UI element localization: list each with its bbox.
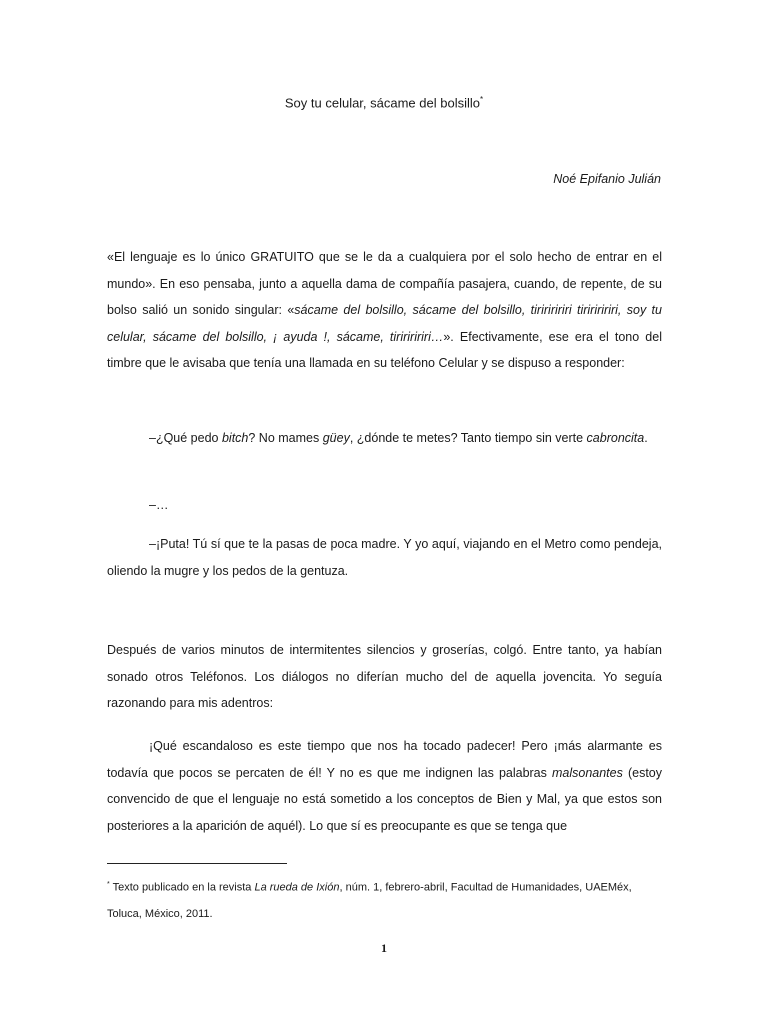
page-title xyxy=(0,95,768,110)
p5-text: Después de varios minutos de intermitentes silencios y groserías, colgó. Entre tanto, ya habían sonado otros Teléfonos. Los diálogos no diferían mucho del de aquella jovencita. Yo seguía razonando para mis adentros: xyxy=(107,643,662,711)
p2-text-e: , ¿dónde te metes? Tanto tiempo sin verte xyxy=(349,431,587,445)
p3-text: –… xyxy=(149,498,169,512)
paragraph-4 xyxy=(107,531,662,584)
paragraph-6 xyxy=(107,733,662,839)
p4-text: –¡Puta! Tú sí que te la pasas de poca madre. Y yo aquí, viajando en el Metro como pendeja, oliendo la mugre y los pedos de la gentuza. xyxy=(107,537,662,578)
p2-italic-d: güey xyxy=(322,431,350,445)
footnote-text-a: Texto publicado en la revista xyxy=(109,881,255,894)
paragraph-1 xyxy=(107,244,662,377)
paragraph-2 xyxy=(107,425,662,452)
footnote-mark: * xyxy=(107,881,110,888)
p6-text-c: (estoy convencido de que el lenguaje no está sometido a los conceptos de Bien y Mal, ya que estos son posteriores a la aparición de aquél). Lo que sí es preocupante es que se tenga que xyxy=(107,765,662,833)
p2-italic-b: bitch xyxy=(221,431,249,445)
p2-italic-f: cabroncita xyxy=(586,431,645,445)
footnote-text-c: , núm. 1, febrero-abril, Facultad de Humanidades, UAEMéx, Toluca, México, 2011. xyxy=(107,881,632,920)
footnote xyxy=(107,872,662,927)
footnote-journal-name: La rueda de Ixión xyxy=(254,881,340,894)
page-number: 1 xyxy=(381,941,387,955)
p6-italic-b: malsonantes xyxy=(551,765,623,780)
author-name: Noé Epifanio Julián xyxy=(553,172,661,186)
paragraph-5 xyxy=(107,637,662,717)
title-text: Soy tu celular, sácame del bolsillo xyxy=(284,95,480,111)
title-footnote-mark: * xyxy=(479,95,484,104)
p2-text-c: ? No mames xyxy=(248,431,323,445)
footnote-divider xyxy=(107,863,287,864)
paragraph-3 xyxy=(107,492,662,519)
p1-text-a: «El lenguaje es lo único GRATUITO que se le da a cualquiera por el solo hecho de entrar en el mundo». En eso pensaba, junto a aquella dama de compañía pasajera, cuando, de repente, de su bolso salió un sonido singular: « xyxy=(107,250,662,318)
p6-text-a: ¡Qué escandaloso es este tiempo que nos ha tocado padecer! Pero ¡más alarmante es todavía que pocos se percaten de él! Y no es que me indignen las palabras xyxy=(107,739,662,780)
p1-text-c: ». Efectivamente, ese era el tono del timbre que le avisaba que tenía una llamada en su teléfono Celular y se dispuso a responder: xyxy=(107,329,662,371)
p2-text-g: . xyxy=(644,431,648,445)
p1-ringtone-text: sácame del bolsillo, sácame del bolsillo, tiririririri tiririririri, soy tu celular, sácame del bolsillo, ¡ ayuda !, sácame, tiririririri… xyxy=(107,303,662,344)
p2-text-a: –¿Qué pedo xyxy=(149,431,222,445)
